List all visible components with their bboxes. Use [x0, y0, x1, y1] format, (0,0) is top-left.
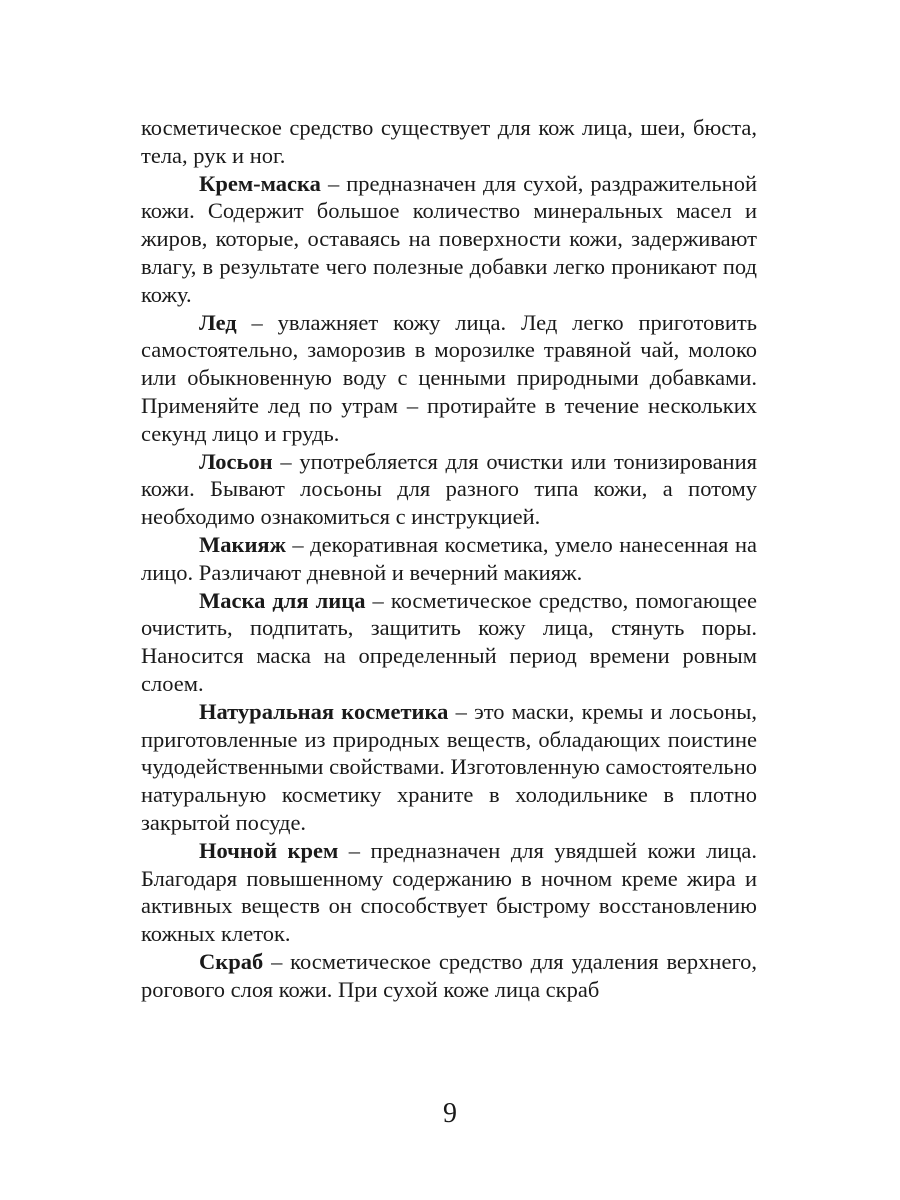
entry-term: Скраб — [199, 948, 264, 974]
entry-naturalnaya-kosmetika — [141, 698, 757, 837]
paragraph-continuation — [141, 114, 757, 170]
entry-term: Макияж — [199, 531, 286, 557]
entry-skrab — [141, 948, 757, 1004]
entry-term: Лосьон — [199, 448, 273, 474]
paragraph-text: косметическое средство существует для кож лица, шеи, бюста, тела, рук и ног. — [141, 115, 757, 168]
entry-term: Лед — [199, 309, 237, 335]
entry-led — [141, 309, 757, 448]
page-number: 9 — [443, 1098, 457, 1129]
entry-term: Ночной крем — [199, 837, 339, 863]
entry-definition: – это маски, кремы и лосьоны, приготовленные из природных веществ, обладающих поистине чудодейственными свойствами. Изготовленную самостоятельно натуральную косметику храните в холодильнике в плотно закрытой посуде. — [141, 698, 758, 835]
entry-definition: – предназначен для сухой, раздражительной кожи. Содержит большое количество минеральных масел и жиров, которые, оставаясь на поверхности кожи, задерживают влагу, в результате чего полезные добавки легко проникают под кожу. — [141, 170, 757, 307]
entry-maska-dlya-litsa — [141, 587, 757, 698]
entry-definition: – предназначен для увядшей кожи лица. Благодаря повышенному содержанию в ночном креме жира и активных веществ он способствует быстрому восстановлению кожных клеток. — [141, 837, 757, 947]
entry-definition: – декоративная косметика, умело нанесенная на лицо. Различают дневной и вечерний макияж. — [141, 531, 757, 585]
entry-term: Крем-маска — [199, 170, 321, 196]
entry-definition: – косметическое средство для удаления верхнего, рогового слоя кожи. При сухой коже лица скраб — [141, 948, 757, 1002]
entry-loson — [141, 448, 757, 531]
entry-makiyazh — [141, 531, 757, 587]
entry-nochnoy-krem — [141, 837, 757, 948]
entry-term: Натуральная косметика — [199, 698, 449, 724]
entry-term: Маска для лица — [199, 587, 366, 613]
entry-definition: – употребляется для очистки или тонизирования кожи. Бывают лосьоны для разного типа кожи, а потому необходимо ознакомиться с инструкцией. — [141, 448, 757, 530]
page-body — [141, 114, 757, 1004]
entry-krem-maska — [141, 170, 757, 309]
entry-definition: – косметическое средство, помогающее очистить, подпитать, защитить кожу лица, стянуть поры. Наносится маска на определенный период времени ровным слоем. — [141, 587, 757, 696]
entry-definition: – увлажняет кожу лица. Лед легко приготовить самостоятельно, заморозив в морозилке травяной чай, молоко или обыкновенную воду с ценными природными добавками. Применяйте лед по утрам – протирайте в течение нескольких секунд лицо и грудь. — [141, 309, 757, 446]
